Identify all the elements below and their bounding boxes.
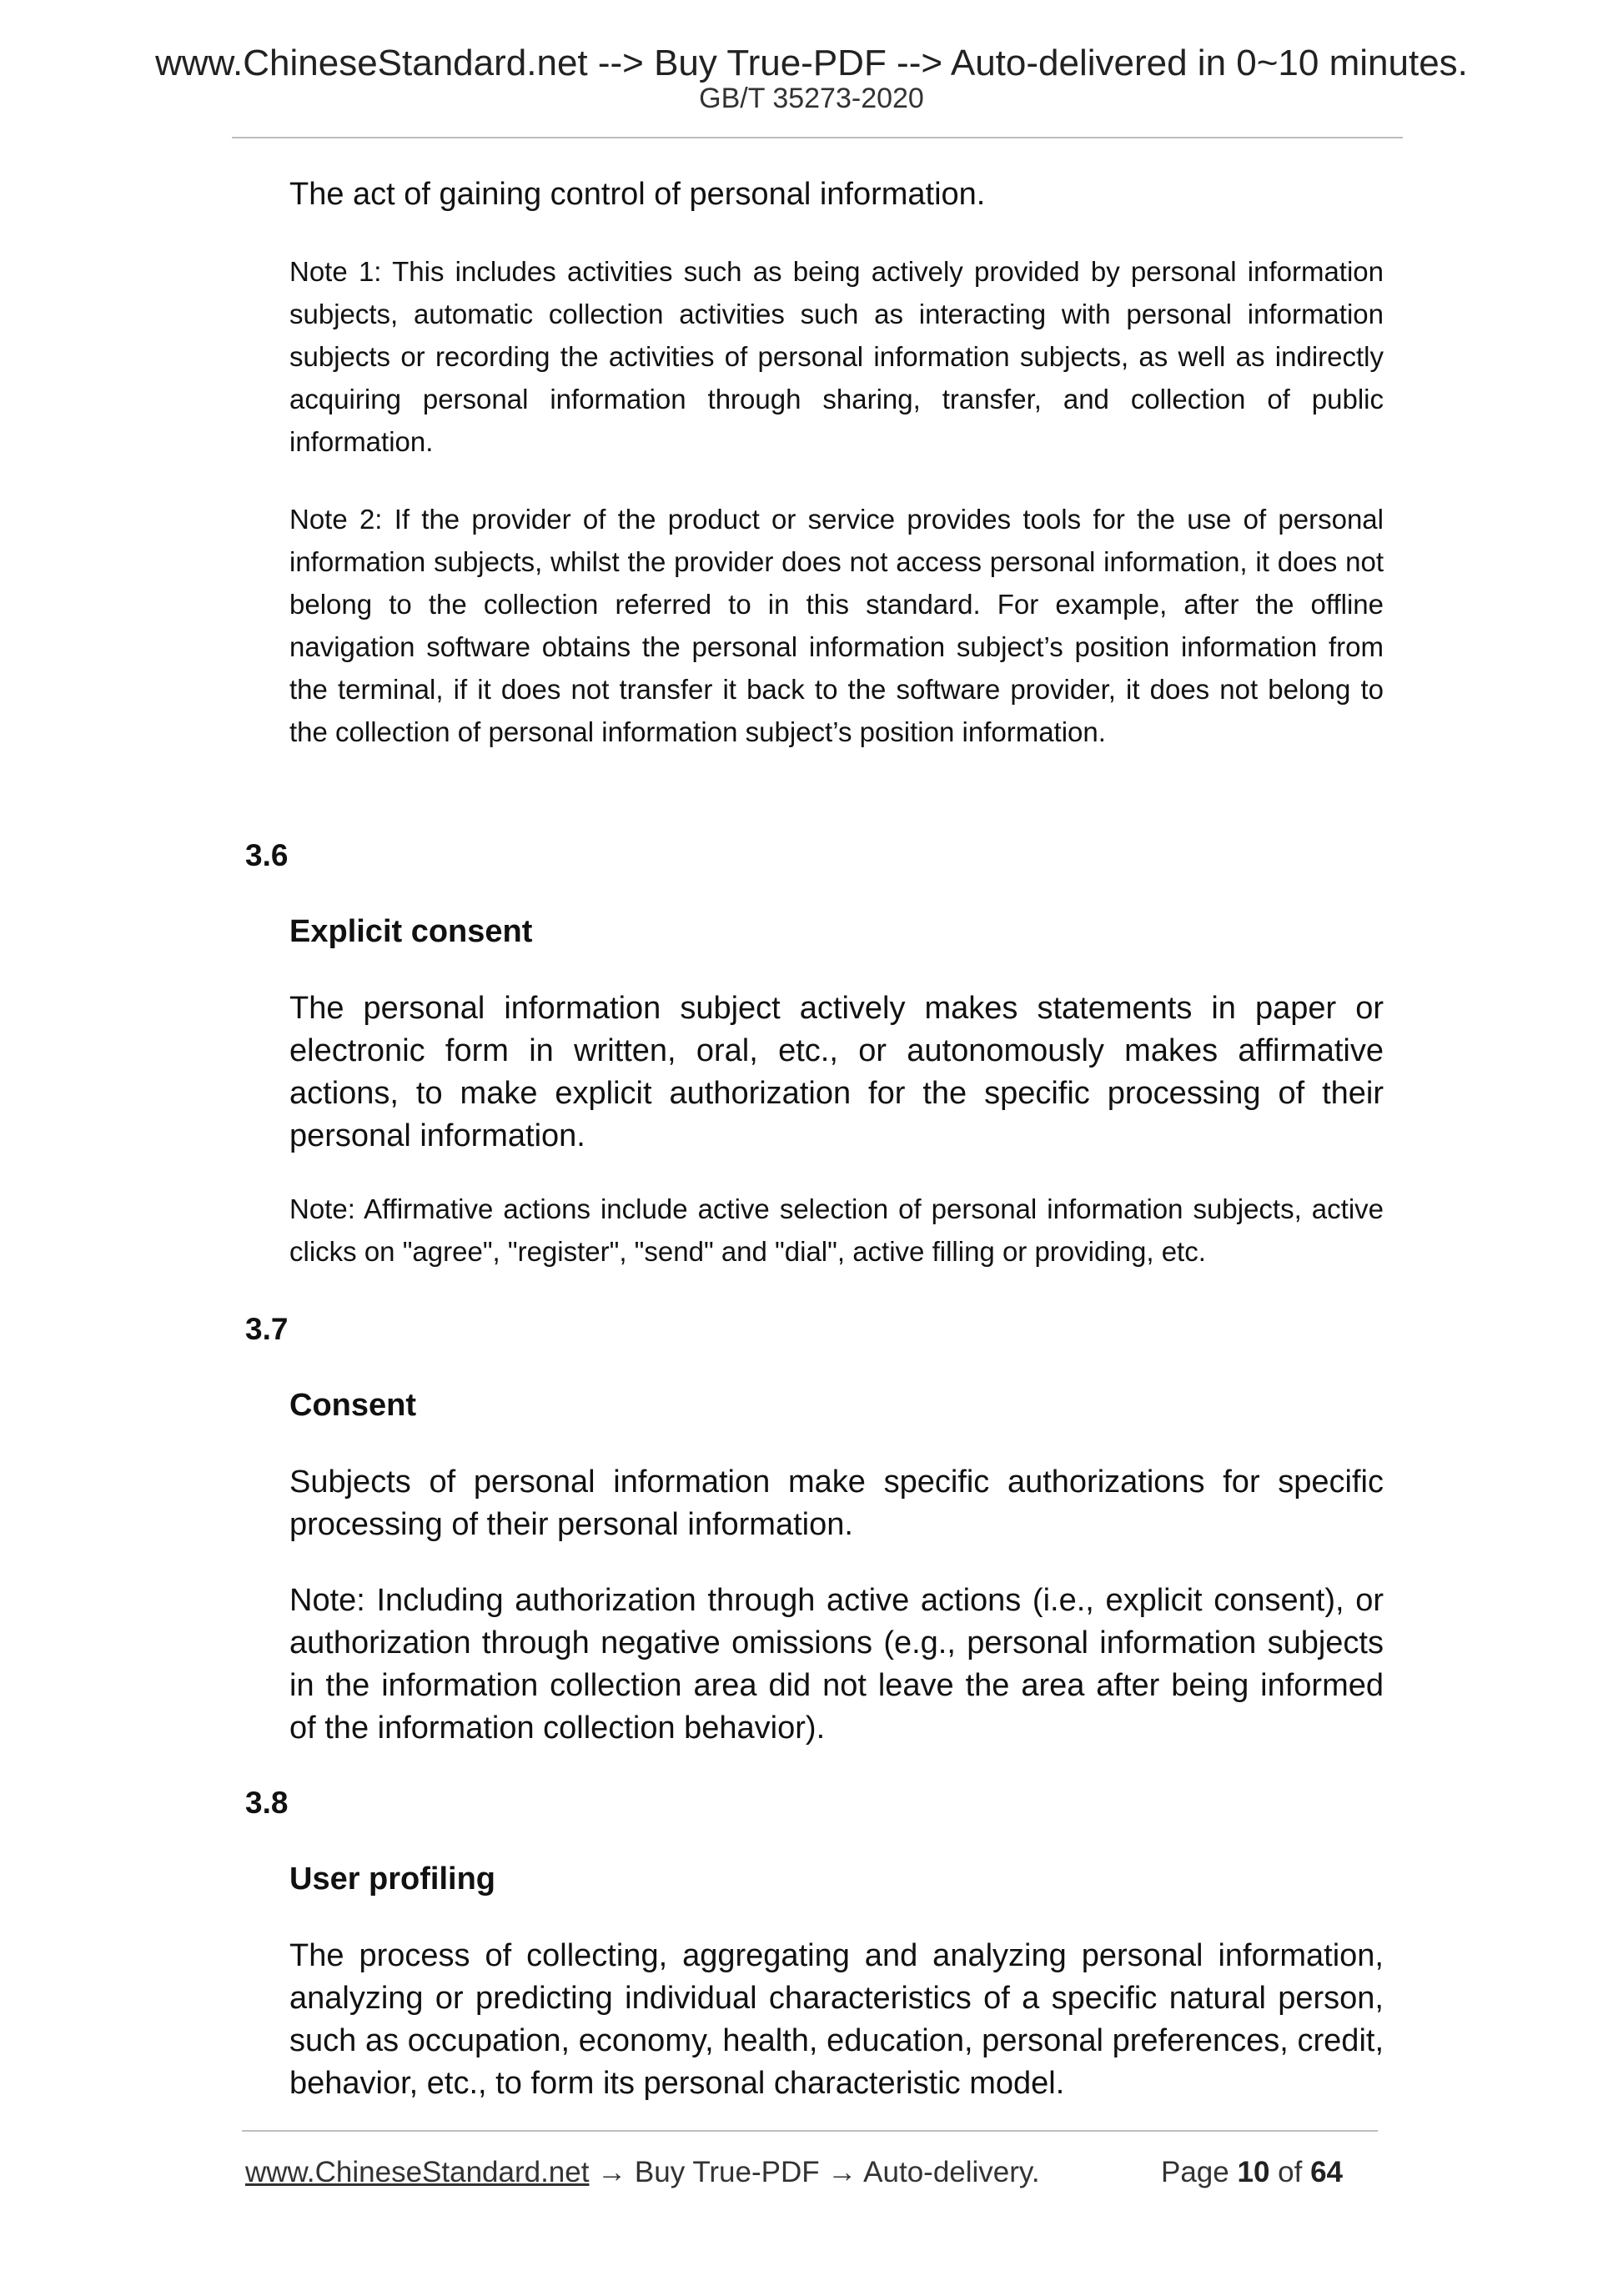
page-current: 10	[1237, 2156, 1270, 2188]
note-1: Note 1: This includes activities such as being actively provided by personal information subjects, automatic collection activities such as interacting with personal information subjects or recording the activities of personal information subjects, as well as indirectly acquiring personal information through sharing, transfer, and collection of public information.	[289, 256, 1384, 457]
term-explicit-consent: Explicit consent	[289, 914, 533, 949]
term-user-profiling: User profiling	[289, 1861, 496, 1897]
definition-explicit-consent: The personal information subject actively makes statements in paper or electronic form in written, oral, etc., or autonomously makes affirmative actions, to make explicit authorization for the specific processing of their personal information.	[289, 991, 1384, 1153]
definition-user-profiling: The process of collecting, aggregating and analyzing personal information, analyzing or predicting individual characteristics of a specific natural person, such as occupation, economy, health, education, personal preferences, credit, behavior, etc., to form its personal characteristic model.	[289, 1938, 1384, 2101]
top-banner[interactable]: www.ChineseStandard.net --> Buy True-PDF --> Auto-delivered in 0~10 minutes.	[155, 43, 1468, 83]
footer-site-link[interactable]: www.ChineseStandard.net	[245, 2156, 590, 2188]
standard-code: GB/T 35273-2020	[699, 83, 924, 114]
footer-divider	[242, 2130, 1378, 2132]
section-number-3-8: 3.8	[245, 1786, 289, 1820]
header-divider	[232, 137, 1403, 138]
page-of: of	[1278, 2156, 1303, 2188]
section-number-3-7: 3.7	[245, 1312, 289, 1346]
intro-definition: The act of gaining control of personal information.	[289, 177, 986, 212]
note-consent: Note: Including authorization through active actions (i.e., explicit consent), or authorization through negative omissions (e.g., personal information subjects in the information collection area did not leave the area after being informed of the information collection behavior).	[289, 1583, 1384, 1746]
note-2: Note 2: If the provider of the product or service provides tools for the use of personal information subjects, whilst the provider does not access personal information, it does not belong to the collection referred to in this standard. For example, after the offline navigation software obtains the personal information subject’s position information from the terminal, if it does not transfer it back to the software provider, it does not belong to the collection of personal information subject’s position information.	[289, 504, 1384, 747]
definition-consent: Subjects of personal information make specific authorizations for specific processing of their personal information.	[289, 1465, 1384, 1542]
footer-promo-text: → Buy True-PDF → Auto-delivery.	[589, 2156, 1040, 2188]
section-number-3-6: 3.6	[245, 838, 289, 872]
page-label: Page	[1161, 2156, 1229, 2188]
note-explicit-consent: Note: Affirmative actions include active selection of personal information subjects, active clicks on "agree", "register", "send" and "dial", active filling or providing, etc.	[289, 1193, 1384, 1267]
term-consent: Consent	[289, 1388, 416, 1423]
page-indicator	[1161, 2154, 1343, 2191]
page-total: 64	[1310, 2156, 1344, 2188]
footer-promo	[245, 2154, 1040, 2191]
